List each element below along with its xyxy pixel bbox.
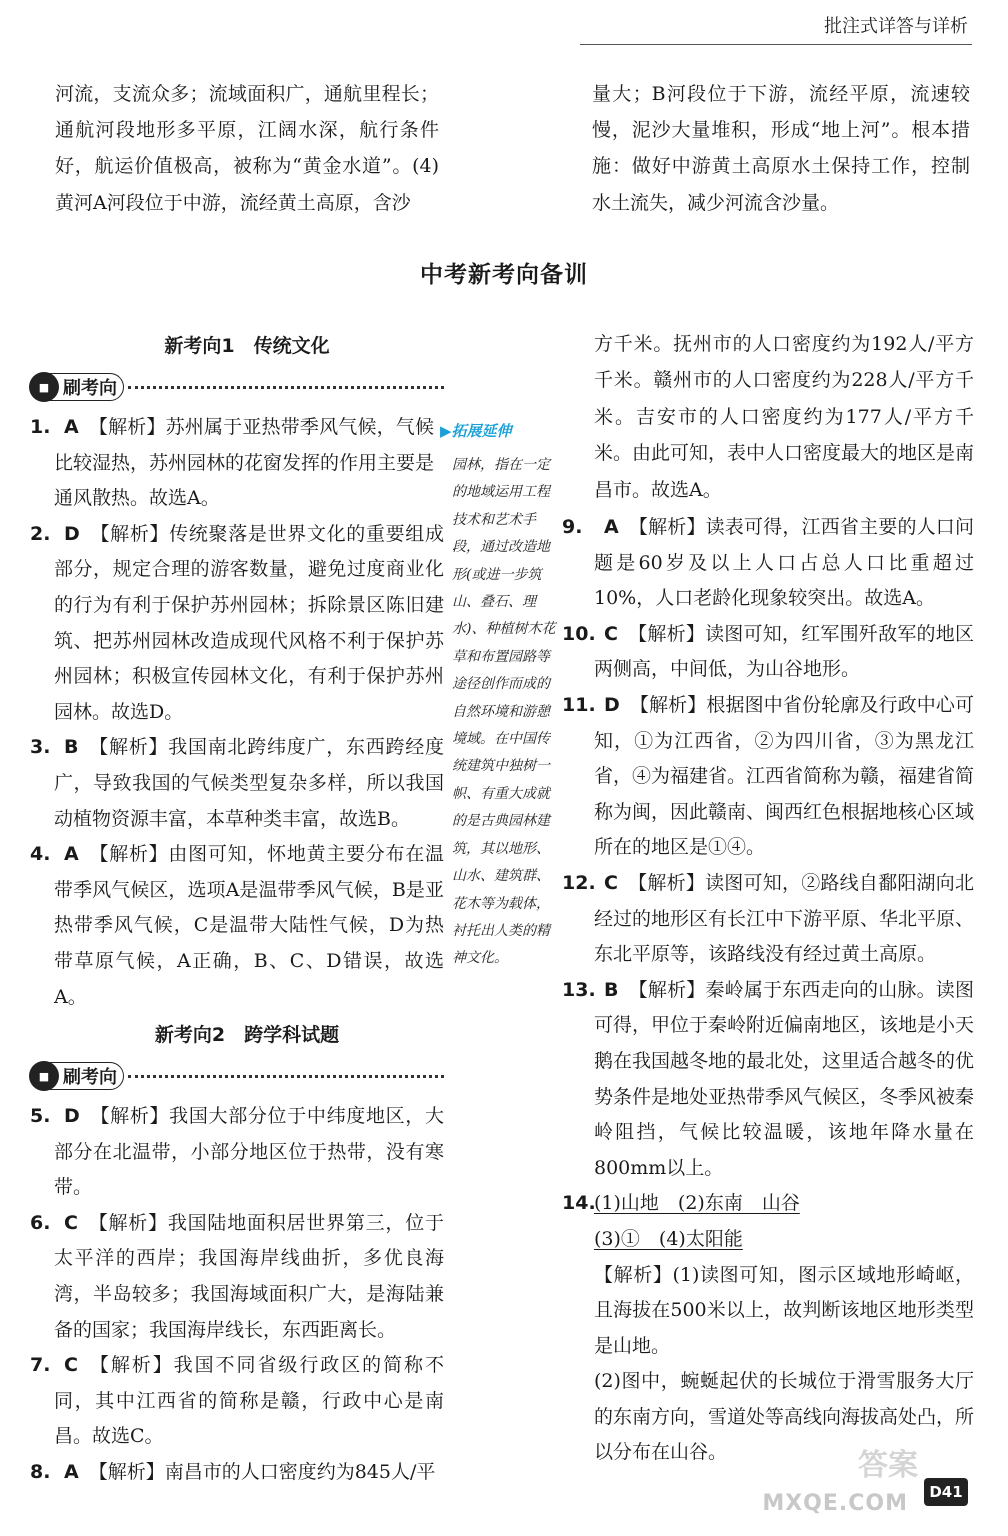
right-column bbox=[562, 326, 974, 1471]
book-icon: ■ bbox=[29, 372, 59, 402]
answer-item-12 bbox=[562, 866, 974, 973]
item-number: 11. bbox=[562, 694, 596, 716]
item-answer: C bbox=[604, 622, 618, 645]
item-number: 5. bbox=[30, 1105, 51, 1128]
watermark-logo: 答案 bbox=[858, 1448, 918, 1483]
subsection-title-2: 新考向2 跨学科试题 bbox=[154, 1024, 340, 1047]
answer-item-4 bbox=[30, 837, 444, 1015]
item-answer: C bbox=[604, 871, 618, 894]
item-answer: B bbox=[604, 978, 619, 1001]
watermark: MXQE.COM bbox=[762, 1491, 908, 1516]
item-number: 8. bbox=[30, 1461, 51, 1484]
item-text: 【解析】由图可知，怀地黄主要分布在温带季风气候区，选项A是温带季风气候，B是亚热带季风气候，C是温带大陆性气候，D为热带草原气候，A正确，B、C、D错误，故选A。 bbox=[54, 843, 444, 1008]
item-text: 【解析】我国南北跨纬度广，东西跨经度广，导致我国的气候类型复杂多样，所以我国动植物资源丰富，本草种类丰富，故选B。 bbox=[54, 736, 444, 830]
extension-note: 园林，指在一定的地域运用工程技术和艺术手段，通过改造地形(或进一步筑山、叠石、理水)、种植树木花草和布置园路等途径创作而成的自然环境和游憩境域。在中国传统建筑中独树一帜、有重大成就的是古典园林建筑，其以地形、山水、建筑群、花木等为载体，衬托出人类的精神文化。 bbox=[452, 457, 556, 967]
answer-item-11 bbox=[562, 688, 974, 866]
subsection-title-1: 新考向1 传统文化 bbox=[164, 335, 330, 357]
item-text: 【解析】秦岭属于东西走向的山脉。读图可得，甲位于秦岭附近偏南地区，该地是小天鹅在我国越冬地的最北处，这里适合越冬的优势条件是地处亚热带季风气候区，冬季风被秦岭阻挡，气候比较温暖，该地年降水量在800mm以上。 bbox=[594, 978, 975, 1179]
item-number: 12. bbox=[562, 871, 596, 894]
item-number: 3. bbox=[30, 736, 51, 759]
item-number: 9. bbox=[562, 516, 583, 539]
answer-item-14 bbox=[562, 1186, 974, 1471]
answer-item-7 bbox=[30, 1348, 444, 1455]
shua-kaoxiang-tag bbox=[30, 1062, 124, 1090]
header-rule bbox=[580, 44, 972, 45]
tag-row-2 bbox=[30, 1057, 444, 1095]
top-left-text: 河流，支流众多；流域面积广，通航里程长；通航河段地形多平原，江阔水深，航行条件好，航运价值极高，被称为“黄金水道”。(4)黄河A河段位于中游，流经黄土高原，含沙 bbox=[55, 83, 439, 214]
section-title: 中考新考向备训 bbox=[420, 262, 588, 288]
q14-analysis-1: 【解析】(1)读图可知，图示区域地形崎岖，且海拔在500米以上，故判断该地区地形类型是山地。 bbox=[594, 1263, 974, 1357]
answer-item-8 bbox=[30, 1455, 444, 1491]
answer-item-3 bbox=[30, 730, 444, 837]
answer-item-5 bbox=[30, 1099, 444, 1206]
book-icon: ■ bbox=[29, 1061, 59, 1091]
item-text: 【解析】南昌市的人口密度约为845人/平 bbox=[88, 1461, 436, 1484]
item-answer: D bbox=[64, 1105, 80, 1128]
item-number: 6. bbox=[30, 1211, 51, 1234]
item-answer: A bbox=[64, 1461, 79, 1484]
item-number: 1. bbox=[30, 416, 51, 438]
item-answer: D bbox=[604, 694, 620, 716]
left-column bbox=[30, 326, 444, 1491]
item-text: 【解析】我国陆地面积居世界第三，位于太平洋的西岸；我国海岸线曲折，多优良海湾，半岛较多；我国海域面积广大，是海陆兼备的国家；我国海岸线长，东西距离长。 bbox=[54, 1211, 444, 1341]
item-number: 4. bbox=[30, 843, 51, 866]
answer-item-9 bbox=[562, 510, 974, 617]
item-answer: C bbox=[64, 1211, 78, 1234]
tag-row-1 bbox=[30, 368, 444, 406]
item-8-continued: 方千米。抚州市的人口密度约为192人/平方千米。赣州市的人口密度约为228人/平方千米。吉安市的人口密度约为177人/平方千米。由此可知，表中人口密度最大的地区是南昌市。故选A。 bbox=[594, 333, 975, 501]
item-answer: A bbox=[604, 516, 619, 539]
page-number: D41 bbox=[924, 1478, 968, 1506]
item-number: 13. bbox=[562, 978, 596, 1001]
item-text: 【解析】读图可知，红军围歼敌军的地区两侧高，中间低，为山谷地形。 bbox=[594, 622, 974, 681]
dotted-divider bbox=[128, 385, 444, 389]
item-text: 【解析】传统聚落是世界文化的重要组成部分，规定合理的游客数量，避免过度商业化的行为有利于保护苏州园林；拆除景区陈旧建筑、把苏州园林改造成现代风格不利于保护苏州园林；积极宣传园林文化，有利于保护苏州园林。故选D。 bbox=[54, 522, 444, 723]
shua-kaoxiang-tag bbox=[30, 373, 124, 401]
dotted-divider bbox=[128, 1074, 444, 1078]
item-text: 【解析】读图可知，②路线自鄱阳湖向北经过的地形区有长江中下游平原、华北平原、东北平原等，该路线没有经过黄土高原。 bbox=[594, 871, 975, 966]
item-text: 【解析】我国大部分位于中纬度地区，大部分在北温带，小部分地区位于热带，没有寒带。 bbox=[54, 1105, 444, 1199]
item-number: 10. bbox=[562, 622, 596, 645]
item-number: 14. bbox=[562, 1192, 596, 1215]
page-header: 批注式详答与详析 bbox=[824, 16, 968, 37]
extension-tag: ▶拓展延伸 bbox=[440, 422, 512, 440]
item-text: 【解析】读表可得，江西省主要的人口问题是60岁及以上人口占总人口比重超过10%，人口老龄化现象较突出。故选A。 bbox=[594, 516, 974, 610]
item-answer: B bbox=[64, 736, 79, 759]
tag-label: 刷考向 bbox=[63, 378, 117, 399]
top-right-text: 量大；B河段位于下游，流经平原，流速较慢，泥沙大量堆积，形成“地上河”。根本措施：做好中游黄土高原水土保持工作，控制水土流失，减少河流含沙量。 bbox=[592, 83, 970, 214]
answer-item-2 bbox=[30, 517, 444, 731]
item-answer: C bbox=[64, 1354, 78, 1377]
tag-label: 刷考向 bbox=[63, 1067, 117, 1089]
answer-item-6 bbox=[30, 1206, 444, 1348]
item-number: 2. bbox=[30, 522, 51, 545]
item-answer: D bbox=[64, 522, 80, 545]
answer-item-10 bbox=[562, 617, 974, 688]
answer-item-13 bbox=[562, 973, 974, 1187]
item-text: 【解析】我国不同省级行政区的简称不同，其中江西省的简称是赣，行政中心是南昌。故选C。 bbox=[54, 1354, 444, 1448]
item-text: 【解析】根据图中省份轮廓及行政中心可知，①为江西省，②为四川省，③为黑龙江省，④为福建省。江西省简称为赣，福建省简称为闽，因此赣南、闽西红色根据地核心区域所在的地区是①④。 bbox=[594, 694, 975, 859]
item-answer: A bbox=[64, 843, 79, 866]
item-text: 【解析】苏州属于亚热带季风气候，气候比较湿热，苏州园林的花窗发挥的作用主要是通风散热。故选A。 bbox=[54, 416, 435, 510]
item-number: 7. bbox=[30, 1354, 51, 1377]
q14-analysis-2: (2)图中，蜿蜒起伏的长城位于滑雪服务大厅的东南方向，雪道处等高线向海拔高处凸，所以分布在山谷。 bbox=[594, 1370, 975, 1464]
answer-item-1 bbox=[30, 410, 434, 517]
q14-answer-line-1: (1)山地 (2)东南 山谷 bbox=[594, 1192, 800, 1215]
q14-answer-line-2: (3)① (4)太阳能 bbox=[594, 1227, 743, 1250]
item-answer: A bbox=[64, 416, 79, 438]
